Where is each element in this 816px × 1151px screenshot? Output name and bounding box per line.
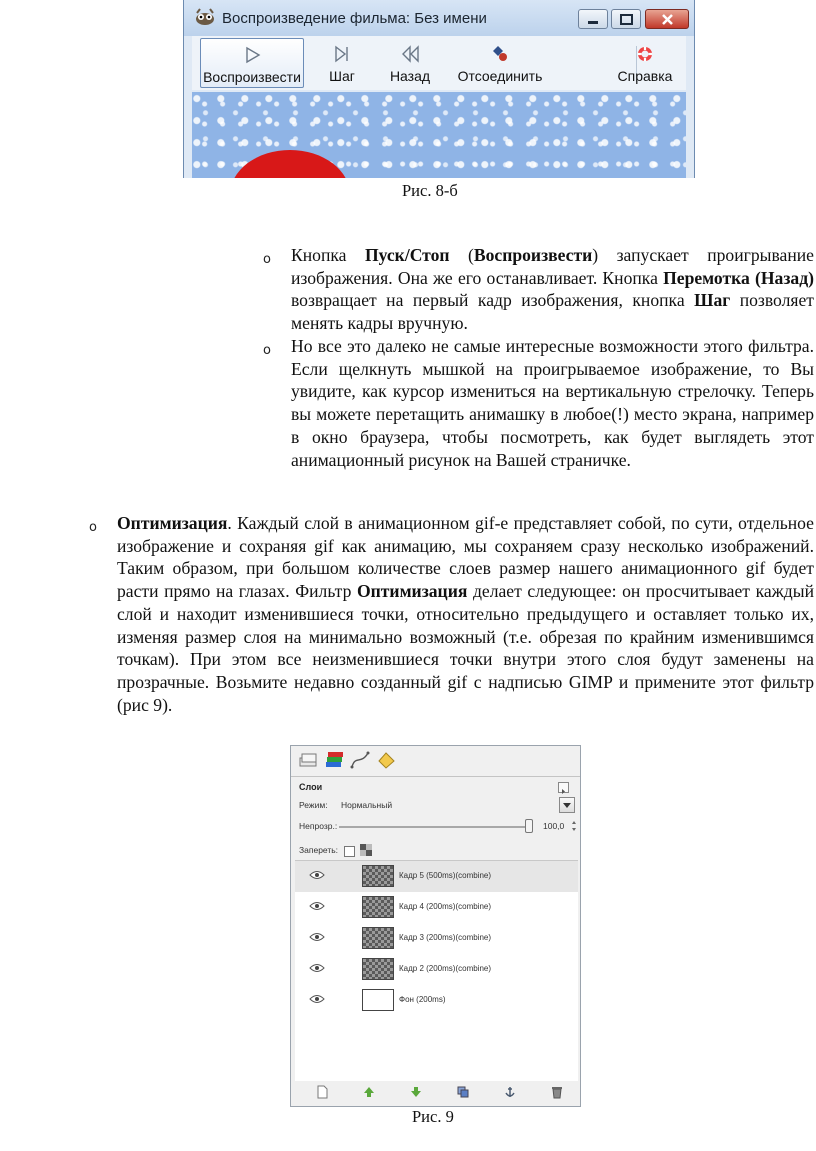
window-title: Воспроизведение фильма: Без имени bbox=[222, 10, 487, 27]
eye-icon[interactable] bbox=[309, 870, 325, 880]
opacity-slider-track[interactable] bbox=[339, 826, 529, 828]
layer-thumbnail bbox=[362, 958, 394, 980]
maximize-icon bbox=[620, 14, 633, 25]
detach-button[interactable]: Отсоединить bbox=[452, 38, 548, 88]
playback-toolbar bbox=[192, 36, 686, 90]
layer-row[interactable] bbox=[295, 861, 578, 892]
maximize-button[interactable] bbox=[611, 9, 641, 29]
lifebuoy-icon bbox=[636, 42, 654, 66]
opacity-value[interactable]: 100,0 bbox=[543, 821, 565, 831]
gimp-app-icon bbox=[194, 8, 216, 26]
duplicate-layer-icon[interactable] bbox=[456, 1085, 470, 1099]
mode-dropdown-button[interactable] bbox=[559, 797, 575, 813]
close-icon bbox=[661, 13, 674, 26]
delete-layer-icon[interactable] bbox=[550, 1085, 564, 1099]
layer-row[interactable] bbox=[295, 954, 578, 985]
opacity-label: Непрозр.: bbox=[299, 821, 338, 831]
figure-caption-9: Рис. 9 bbox=[412, 1107, 454, 1126]
rewind-icon bbox=[401, 42, 419, 66]
layers-dialog bbox=[290, 745, 581, 1107]
tab-menu-icon bbox=[559, 787, 568, 796]
layer-row[interactable] bbox=[295, 923, 578, 954]
preview-red-shape bbox=[230, 150, 350, 178]
step-forward-icon bbox=[334, 42, 350, 66]
mode-select[interactable]: Нормальный bbox=[341, 800, 393, 810]
window-titlebar bbox=[184, 0, 694, 36]
layer-thumbnail bbox=[362, 989, 394, 1011]
opacity-spin-icon[interactable] bbox=[571, 819, 577, 833]
lock-alpha-icon[interactable] bbox=[360, 844, 372, 856]
raise-layer-icon[interactable] bbox=[362, 1085, 376, 1099]
dock-tab-bar bbox=[291, 746, 580, 777]
layers-tab-icon[interactable] bbox=[297, 749, 319, 771]
close-button[interactable] bbox=[645, 9, 689, 29]
anchor-layer-icon[interactable] bbox=[503, 1085, 517, 1099]
paths-tab-icon[interactable] bbox=[349, 749, 371, 771]
lock-label: Запереть: bbox=[299, 845, 339, 855]
layer-name: Фон (200ms) bbox=[399, 995, 446, 1004]
layer-row[interactable] bbox=[295, 985, 578, 1016]
playback-window bbox=[183, 0, 695, 178]
layer-name: Кадр 2 (200ms)(combine) bbox=[399, 964, 492, 973]
layer-thumbnail bbox=[362, 865, 394, 887]
eye-icon[interactable] bbox=[309, 963, 325, 973]
layer-thumbnail bbox=[362, 927, 394, 949]
tab-menu-button[interactable] bbox=[558, 782, 569, 793]
bullet-marker: o bbox=[263, 343, 271, 358]
dialog-title: Слои bbox=[299, 782, 323, 792]
chevron-down-icon bbox=[560, 798, 574, 812]
play-button[interactable]: Воспроизвести bbox=[200, 38, 304, 88]
paragraph-drag-preview: Но все это далеко не самые интересные возможности этого фильтра. Если щелкнуть мышкой на проигрываемое изображение, то Вы увидите, как курсор измениться на вертикальную стрелочку. Теперь вы можете перетащить анимашку в любое(!) место экрана, например в окно браузера, чтобы посмотреть, как будет выглядеть этот анимационный рисунок на Вашей страничке. bbox=[291, 336, 814, 470]
bullet-marker: o bbox=[89, 520, 97, 535]
channels-tab-icon[interactable] bbox=[323, 749, 345, 771]
lower-layer-icon[interactable] bbox=[409, 1085, 423, 1099]
eye-icon[interactable] bbox=[309, 994, 325, 1004]
minimize-icon bbox=[588, 15, 599, 24]
paragraph-optimization: Оптимизация. Каждый слой в анимационном gif-е представляет собой, по сути, отдельное изображение и сохраняя gif как анимацию, мы сохраняем сразу несколько изображений. Таким образом, при большом количестве слоев размер нашего анимационного gif будет расти прямо на глазах. Фильтр Оптимизация делает следующее: он просчитывает каждый слой и находит изменившиеся точки, относительно предыдущего и оставляет только их, изменяя размер слоя на минимально возможный (т.е. обрезая по крайним изменившимся точкам). При этом все неизменившиеся точки внутри этого слоя будут заменены на прозрачные. Возьмите недавно созданный gif с надписью GIMP и примените этот фильтр (рис 9). bbox=[117, 513, 814, 715]
paragraph-playback-buttons: Кнопка Пуск/Стоп (Воспроизвести) запускает проигрывание изображения. Она же его останавливает. Кнопка Перемотка (Назад) возвращает на первый кадр изображения, кнопка Шаг позволяет менять кадры вручную. bbox=[291, 245, 814, 334]
layers-button-bar bbox=[295, 1082, 578, 1104]
layer-row[interactable] bbox=[295, 892, 578, 923]
layer-name: Кадр 4 (200ms)(combine) bbox=[399, 902, 492, 911]
figure-caption-8b: Рис. 8-б bbox=[402, 181, 458, 200]
lock-pixels-checkbox[interactable] bbox=[344, 846, 355, 857]
layer-list bbox=[295, 860, 578, 1081]
undo-history-tab-icon[interactable] bbox=[375, 749, 397, 771]
bullet-marker: o bbox=[263, 252, 271, 267]
layer-name: Кадр 3 (200ms)(combine) bbox=[399, 933, 492, 942]
new-layer-icon[interactable] bbox=[315, 1085, 329, 1099]
layer-name: Кадр 5 (500ms)(combine) bbox=[399, 871, 492, 880]
rewind-button[interactable]: Назад bbox=[382, 38, 438, 88]
animation-preview[interactable] bbox=[192, 92, 686, 178]
detach-icon bbox=[490, 42, 508, 66]
layer-thumbnail bbox=[362, 896, 394, 918]
minimize-button[interactable] bbox=[578, 9, 608, 29]
eye-icon[interactable] bbox=[309, 901, 325, 911]
opacity-slider-handle[interactable] bbox=[525, 819, 533, 833]
help-button[interactable]: Справка bbox=[612, 38, 678, 88]
step-button[interactable]: Шаг bbox=[316, 38, 368, 88]
eye-icon[interactable] bbox=[309, 932, 325, 942]
mode-label: Режим: bbox=[299, 800, 328, 810]
play-icon bbox=[245, 43, 261, 67]
